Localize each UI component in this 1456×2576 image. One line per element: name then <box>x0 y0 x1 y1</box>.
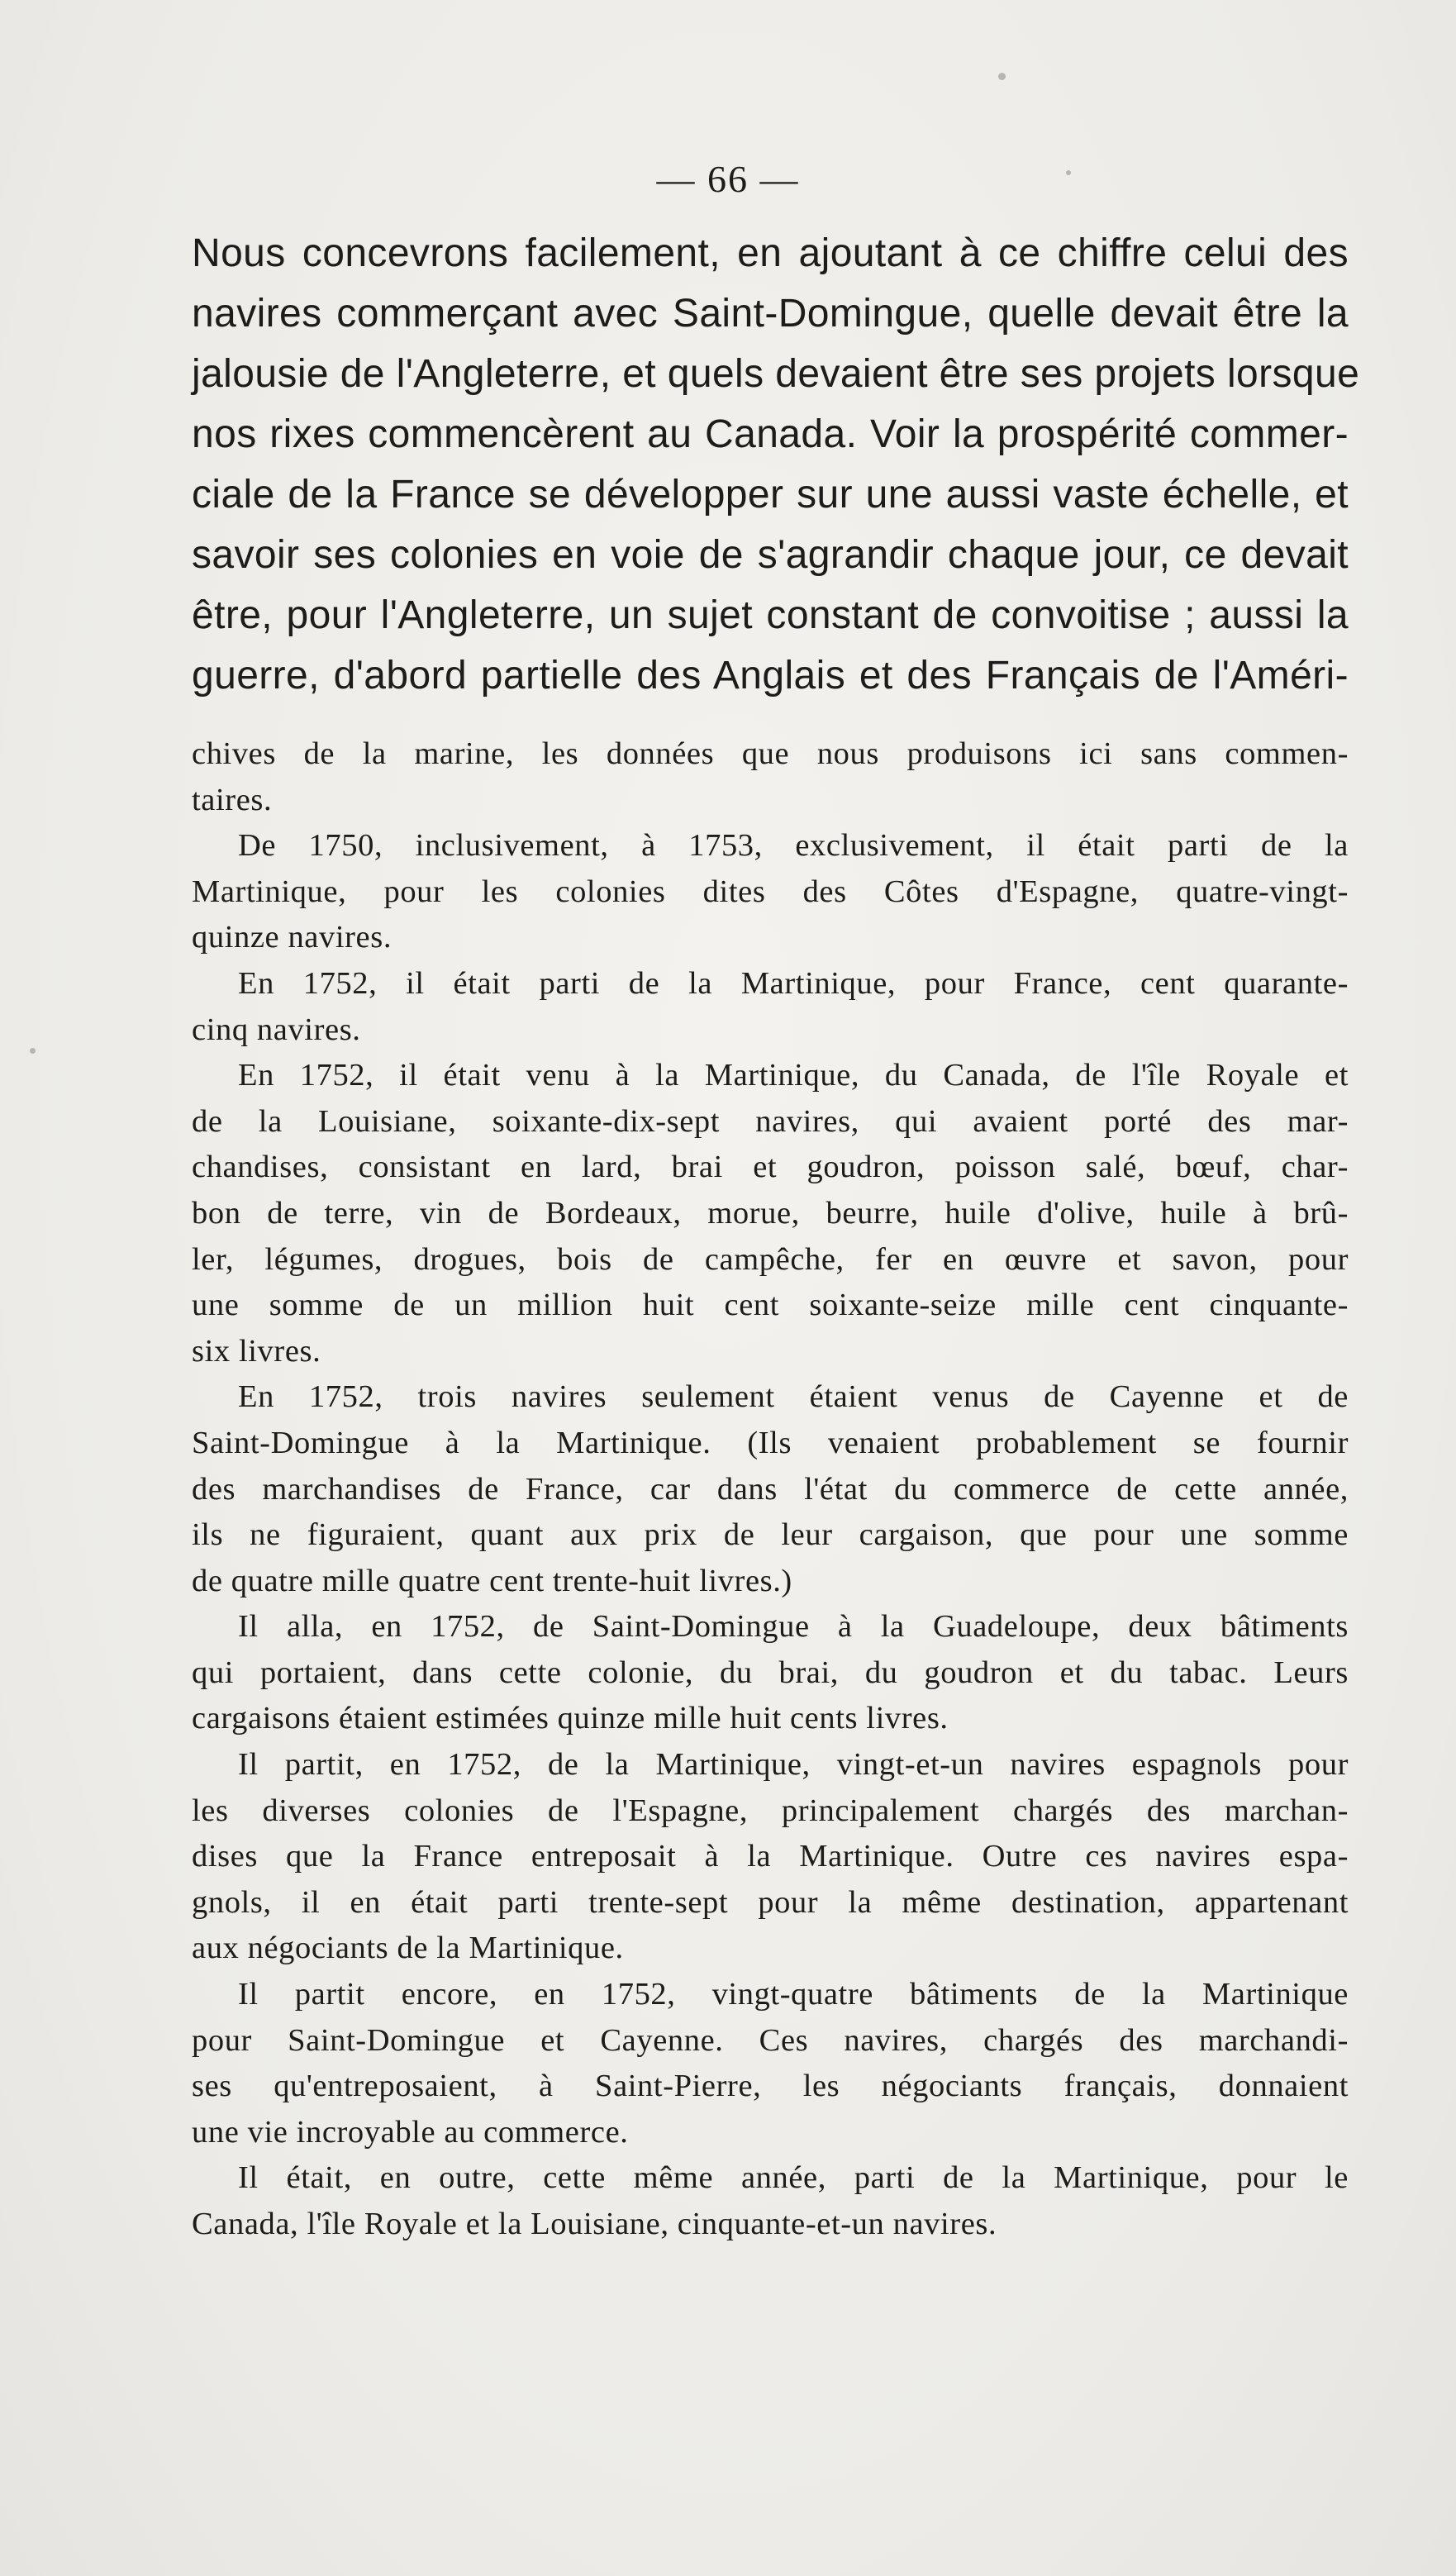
footnote-line: quinze navires. <box>192 920 393 955</box>
main-paragraph <box>192 223 1360 706</box>
footnote-line: gnols, il en était parti trente-sept pour la même destination, appartenant <box>192 1884 1349 1920</box>
footnote-line: Il partit, en 1752, de la Martinique, vingt-et-un navires espagnols pour <box>238 1747 1349 1783</box>
footnote-line: chives de la marine, les données que nous produisons ici sans commen- <box>192 736 1349 771</box>
footnote-line: Saint-Domingue à la Martinique. (Ils venaient probablement se fournir <box>192 1425 1349 1460</box>
footnote-line: ils ne figuraient, quant aux prix de leur cargaison, que pour une somme <box>192 1517 1349 1553</box>
footnote-line: bon de terre, vin de Bordeaux, morue, beurre, huile d'olive, huile à brû- <box>192 1195 1349 1231</box>
footnote-line: aux négociants de la Martinique. <box>192 1931 624 1966</box>
footnote-line: cinq navires. <box>192 1012 361 1047</box>
footnotes <box>192 731 1349 2248</box>
main-text-line: guerre, d'abord partielle des Anglais et des Français de l'Améri- <box>192 654 1349 698</box>
footnote-line: Il partit encore, en 1752, vingt-quatre bâtiments de la Martinique <box>238 1977 1349 2012</box>
paper-speck <box>998 73 1006 80</box>
footnote-line: des marchandises de France, car dans l'état du commerce de cette année, <box>192 1471 1349 1507</box>
footnote-line: En 1752, il était parti de la Martinique, pour France, cent quarante- <box>238 965 1349 1001</box>
footnote-line: pour Saint-Domingue et Cayenne. Ces navires, chargés des marchandi- <box>192 2022 1349 2058</box>
footnote-line: En 1752, trois navires seulement étaient venus de Cayenne et de <box>238 1379 1349 1415</box>
page-number: — 66 — <box>656 158 800 200</box>
main-text-line: être, pour l'Angleterre, un sujet constant de convoitise ; aussi la <box>192 593 1349 637</box>
footnote-line: chandises, consistant en lard, brai et goudron, poisson salé, bœuf, char- <box>192 1150 1349 1185</box>
footnote-line: Il était, en outre, cette même année, parti de la Martinique, pour le <box>238 2160 1349 2196</box>
footnote-line: de la Louisiane, soixante-dix-sept navires, qui avaient porté des mar- <box>192 1103 1349 1139</box>
footnote-line: Il alla, en 1752, de Saint-Domingue à la Guadeloupe, deux bâtiments <box>238 1609 1349 1645</box>
main-text-line: savoir ses colonies en voie de s'agrandir chaque jour, ce devait <box>192 533 1349 577</box>
main-text-line: navires commerçant avec Saint-Domingue, quelle devait être la <box>192 292 1349 336</box>
footnote-line: Canada, l'île Royale et la Louisiane, cinquante-et-un navires. <box>192 2207 997 2241</box>
footnote-line: dises que la France entreposait à la Martinique. Outre ces navires espa- <box>192 1839 1349 1874</box>
footnote-line: De 1750, inclusivement, à 1753, exclusivement, il était parti de la <box>238 828 1349 864</box>
footnote-line: En 1752, il était venu à la Martinique, du Canada, de l'île Royale et <box>238 1058 1349 1093</box>
footnote-line: cargaisons étaient estimées quinze mille huit cents livres. <box>192 1701 949 1736</box>
footnote-line: taires. <box>192 782 273 817</box>
footnote-line: une somme de un million huit cent soixante-seize mille cent cinquante- <box>192 1288 1349 1323</box>
main-text-line: ciale de la France se développer sur une aussi vaste échelle, et <box>192 473 1349 517</box>
main-text-line: jalousie de l'Angleterre, et quels devaient être ses projets lorsque <box>192 352 1360 396</box>
footnote-line: ler, légumes, drogues, bois de campêche, fer en œuvre et savon, pour <box>192 1241 1349 1277</box>
footnote-line: les diverses colonies de l'Espagne, principalement chargés des marchan- <box>192 1793 1349 1828</box>
footnote-line: Martinique, pour les colonies dites des Côtes d'Espagne, quatre-vingt- <box>192 874 1349 909</box>
main-text-line: nos rixes commencèrent au Canada. Voir la prospérité commer- <box>192 412 1349 456</box>
main-text-line: Nous concevrons facilement, en ajoutant à ce chiffre celui des <box>192 231 1349 275</box>
footnote-line: de quatre mille quatre cent trente-huit livres.) <box>192 1563 792 1598</box>
footnote-line: une vie incroyable au commerce. <box>192 2114 629 2150</box>
paper-speck <box>30 1048 36 1054</box>
footnote-line: ses qu'entreposaient, à Saint-Pierre, les négociants français, donnaient <box>192 2069 1349 2104</box>
footnote-line: six livres. <box>192 1333 321 1369</box>
footnote-line: qui portaient, dans cette colonie, du brai, du goudron et du tabac. Leurs <box>192 1655 1349 1690</box>
